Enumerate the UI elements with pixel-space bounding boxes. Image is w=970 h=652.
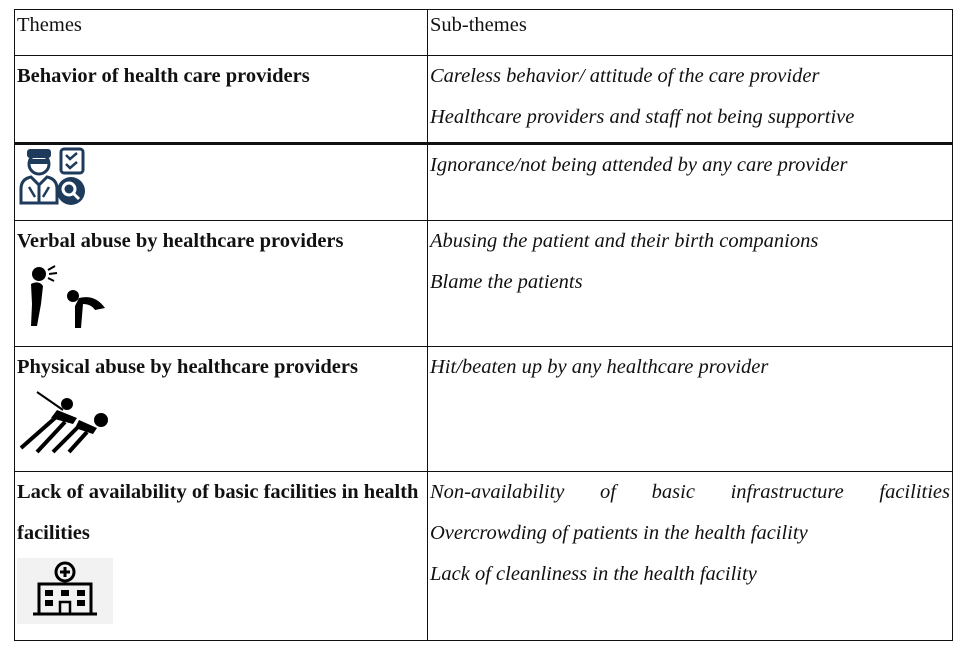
beating-person-icon [17,390,425,456]
subthemes-cell [428,56,953,144]
subtheme-item: Healthcare providers and staff not being supportive [430,106,855,128]
header-themes: Themes [15,10,428,56]
subthemes-cell [428,472,953,641]
theme-cell [15,56,428,144]
theme-label: Verbal abuse by healthcare providers [17,230,344,252]
shouting-person-icon [17,264,425,330]
table-row [15,221,953,347]
subtheme-item: Careless behavior/ attitude of the care provider [430,65,820,87]
subtheme-item: Overcrowding of patients in the health facility [430,522,808,544]
subthemes-cell [428,144,953,221]
hospital-building-icon [17,558,425,624]
subtheme-item: Ignorance/not being attended by any care provider [430,154,848,176]
theme-label: Physical abuse by healthcare providers [17,356,358,378]
subthemes-cell [428,221,953,347]
theme-cell [15,472,428,641]
subtheme-item: Lack of cleanliness in the health facility [430,563,757,585]
table-row [15,472,953,641]
subthemes-cell [428,347,953,472]
table-row [15,144,953,221]
theme-label: Behavior of health care providers [17,65,310,87]
subtheme-item: Blame the patients [430,271,583,293]
table-row [15,56,953,144]
theme-label: Lack of availability of basic facilities in health facilities [17,481,419,544]
theme-cell [15,221,428,347]
table-header-row [15,10,953,56]
subtheme-item: Abusing the patient and their birth companions [430,230,819,252]
themes-table [14,9,953,641]
theme-cell [15,347,428,472]
theme-cell [15,144,428,221]
doctor-checklist-search-icon [17,147,425,209]
table-row [15,347,953,472]
subtheme-item: Hit/beaten up by any healthcare provider [430,356,769,378]
subtheme-item: Non-availability of basic infrastructure facilities [430,481,950,503]
header-subthemes: Sub-themes [428,10,953,56]
